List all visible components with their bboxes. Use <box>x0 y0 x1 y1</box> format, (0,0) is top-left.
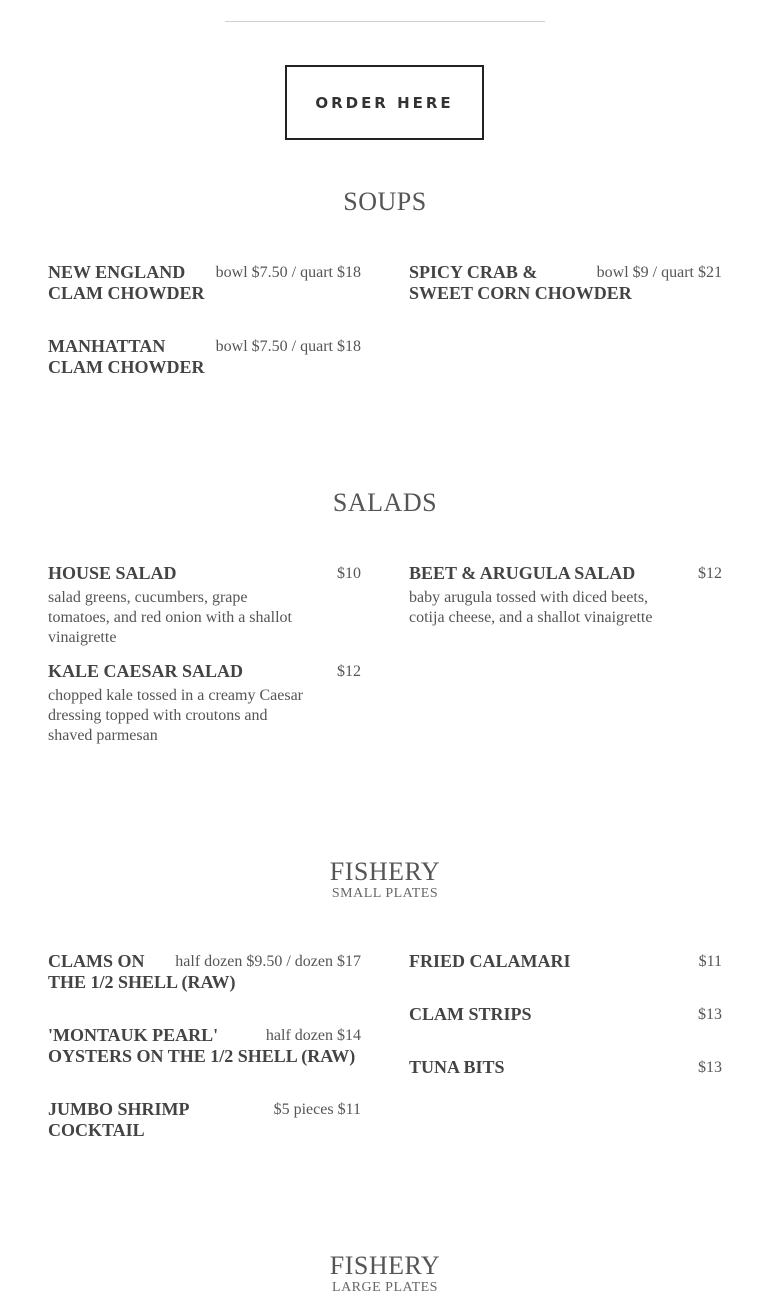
item-price: bowl $9 / quart $21 <box>596 264 722 281</box>
item-price: $13 <box>698 1059 722 1076</box>
menu-item-manhattan-clam-chowder <box>48 336 361 378</box>
section-subtitle-small-plates: SMALL PLATES <box>331 886 439 901</box>
section-title-fishery-large: FISHERY <box>329 1251 441 1280</box>
item-description: chopped kale tossed in a creamy Caesar dressing topped with croutons and shaved parmesan <box>48 687 304 744</box>
menu-item-montauk-pearl-oysters <box>48 1025 361 1067</box>
menu-item-house-salad <box>48 563 361 648</box>
item-name: CLAM STRIPS <box>409 1004 532 1024</box>
item-price: $12 <box>698 565 722 582</box>
item-name: BEET & ARUGULA SALAD <box>409 563 636 583</box>
section-title-soups: SOUPS <box>343 187 427 216</box>
menu-item-beet-arugula-salad <box>409 563 722 628</box>
item-name: JUMBO SHRIMP COCKTAIL <box>48 1099 190 1140</box>
item-name: FRIED CALAMARI <box>409 951 571 971</box>
item-description: salad greens, cucumbers, grape tomatoes, and red onion with a shallot vinaigrette <box>48 589 292 646</box>
menu-item-new-england-clam-chowder <box>48 262 361 304</box>
menu-item-tuna-bits <box>409 1057 722 1078</box>
menu-item-clam-strips <box>409 1004 722 1025</box>
item-price: half dozen $9.50 / dozen $17 <box>175 953 361 970</box>
menu-item-kale-caesar-salad <box>48 661 361 746</box>
item-price: $13 <box>698 1006 722 1023</box>
item-name: HOUSE SALAD <box>48 563 177 583</box>
top-divider <box>225 21 545 22</box>
item-name: KALE CAESAR SALAD <box>48 661 244 681</box>
item-name: 'MONTAUK PEARL' OYSTERS ON THE 1/2 SHELL (RAW) <box>48 1025 356 1066</box>
order-here-button[interactable]: ORDER HERE <box>285 65 484 140</box>
item-description: baby arugula tossed with diced beets, cotija cheese, and a shallot vinaigrette <box>409 589 653 626</box>
item-price: bowl $7.50 / quart $18 <box>215 338 361 355</box>
section-title-salads: SALADS <box>332 488 438 517</box>
item-price: half dozen $14 <box>265 1027 361 1044</box>
item-price: $12 <box>337 663 361 680</box>
item-name: TUNA BITS <box>409 1057 505 1077</box>
item-price: $10 <box>337 565 361 582</box>
section-title-fishery: FISHERY <box>329 857 441 886</box>
menu-item-fried-calamari <box>409 951 722 972</box>
menu-item-jumbo-shrimp-cocktail <box>48 1099 361 1141</box>
item-name: NEW ENGLAND CLAM CHOWDER <box>48 262 205 303</box>
item-name: MANHATTAN CLAM CHOWDER <box>48 336 205 377</box>
item-name: SPICY CRAB & SWEET CORN CHOWDER <box>409 262 632 303</box>
menu-item-clams-half-shell <box>48 951 361 993</box>
item-price: $11 <box>698 953 722 970</box>
item-price: bowl $7.50 / quart $18 <box>215 264 361 281</box>
item-name: CLAMS ON THE 1/2 SHELL (RAW) <box>48 951 236 992</box>
item-price: $5 pieces $11 <box>273 1101 361 1118</box>
section-subtitle-large-plates: LARGE PLATES <box>332 1280 438 1295</box>
menu-item-spicy-crab-chowder <box>409 262 722 304</box>
